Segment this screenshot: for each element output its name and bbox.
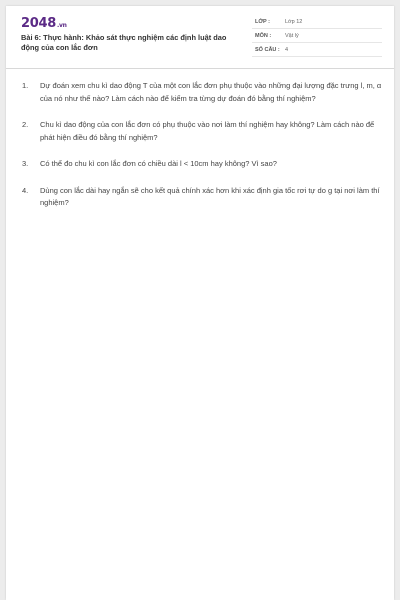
question-number: 3. (22, 159, 29, 168)
question-item (20, 80, 384, 105)
question-text: Dùng con lắc dài hay ngắn sẽ cho kết quả chính xác hơn khi xác định gia tốc rơi tự do g tại nơi làm thí nghiệm? (40, 185, 380, 207)
meta-label: LỚP : (255, 19, 270, 25)
question-number: 2. (22, 120, 29, 129)
site-logo[interactable] (21, 16, 67, 31)
meta-label: SỐ CÂU : (255, 47, 280, 53)
meta-value: Vật lý (285, 33, 299, 39)
logo-text: 2048 (21, 16, 56, 31)
question-item (20, 119, 384, 144)
meta-row-question-count (252, 44, 382, 57)
meta-value: Lớp 12 (285, 19, 303, 25)
document-header (6, 6, 394, 69)
question-list (20, 80, 384, 224)
question-text: Dự đoán xem chu kì dao động T của một con lắc đơn phụ thuộc vào những đại lượng đặc trưng l, m, α của nó như thế nào? Làm cách nào để kiểm tra từng dự đoán đó bằng thí nghiệm? (40, 81, 382, 103)
meta-row-subject (252, 30, 382, 43)
question-text: Có thể đo chu kì con lắc đơn có chiều dài l < 10cm hay không? Vì sao? (40, 159, 277, 168)
question-number: 1. (22, 81, 29, 90)
question-text: Chu kì dao động của con lắc đơn có phụ thuộc vào nơi làm thí nghiệm hay không? Làm cách nào để phát hiện điều đó bằng thí nghiệm? (40, 120, 375, 142)
meta-row-class (252, 16, 382, 29)
meta-label: MÔN : (255, 33, 272, 39)
question-number: 4. (22, 185, 29, 195)
logo-suffix: .vn (56, 22, 67, 29)
question-item (20, 185, 384, 210)
question-item (20, 158, 384, 171)
meta-value: 4 (285, 47, 289, 53)
lesson-title: Bài 6: Thực hành: Khảo sát thực nghiệm các định luật dao động của con lắc đơn (21, 33, 227, 52)
document-page (6, 6, 394, 600)
